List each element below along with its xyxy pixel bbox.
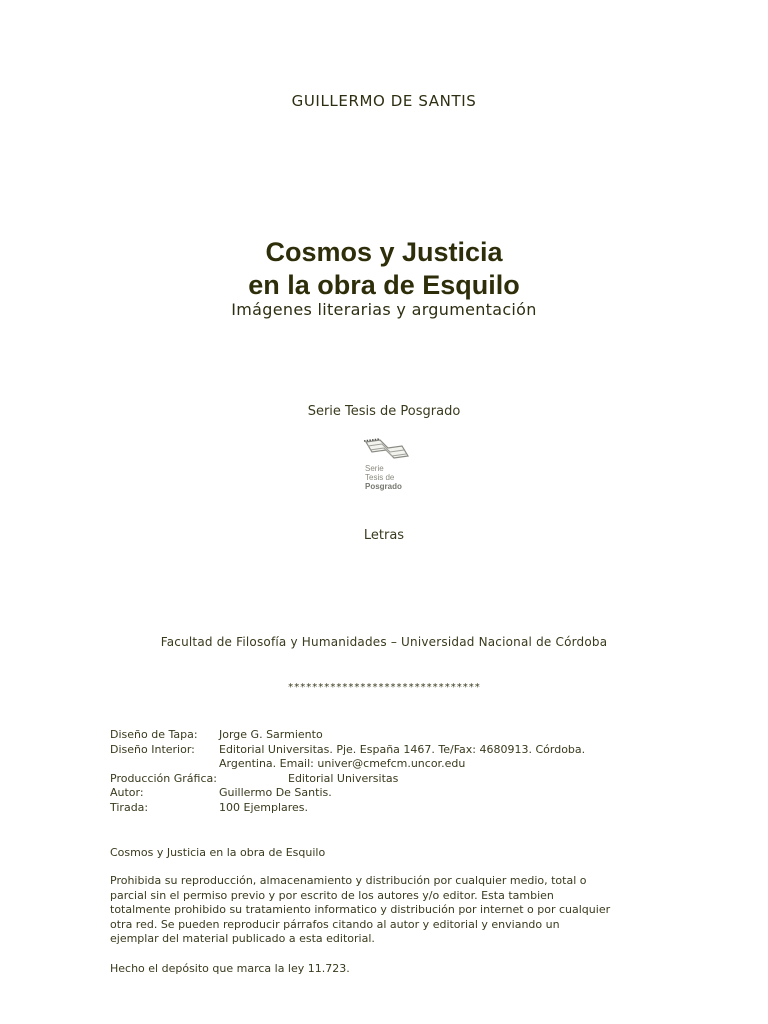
credit-label: Diseño de Tapa:	[110, 728, 198, 741]
credit-value: 100 Ejemplares.	[219, 800, 309, 814]
credit-row-print-run	[110, 801, 670, 816]
institution-name: Facultad de Filosofía y Humanidades – Universidad Nacional de Córdoba	[160, 635, 608, 649]
series-label: Serie Tesis de Posgrado	[307, 404, 461, 419]
credit-label: Producción Gráfica:	[110, 771, 217, 785]
credit-value: Editorial Universitas	[288, 771, 399, 785]
series-logo	[358, 436, 414, 498]
copyright-line: ejemplar del material publicado a esta editorial.	[110, 932, 375, 945]
title-line-1: Cosmos y Justicia	[265, 237, 503, 267]
logo-text-tesis: Tesis de	[365, 473, 395, 482]
legal-deposit: Hecho el depósito que marca la ley 11.723.	[110, 962, 350, 975]
credit-row-production	[110, 772, 670, 787]
credit-row-interior	[110, 743, 670, 758]
logo-text-posgrado: Posgrado	[365, 482, 402, 491]
credit-row-interior-cont	[110, 757, 670, 772]
credit-value: Guillermo De Santis.	[219, 786, 332, 799]
book-pages-icon	[358, 436, 414, 466]
credits-block	[110, 728, 670, 815]
credit-value: Jorge G. Sarmiento	[219, 728, 323, 741]
credit-row-cover	[110, 728, 670, 743]
book-title-plain: Cosmos y Justicia en la obra de Esquilo	[110, 846, 326, 859]
credit-label: Autor:	[110, 786, 144, 799]
logo-text-serie: Serie	[365, 464, 384, 473]
discipline-label: Letras	[363, 528, 405, 543]
credit-row-author	[110, 786, 670, 801]
copyright-line: totalmente prohibido su tratamiento informatico y distribución por internet o por cualquier	[110, 903, 611, 916]
credit-value: Editorial Universitas. Pje. España 1467. Te/Fax: 4680913. Córdoba.	[219, 742, 586, 756]
copyright-notice	[110, 874, 650, 947]
credit-label: Diseño Interior:	[110, 742, 195, 756]
credit-label: Tirada:	[110, 800, 149, 814]
title-line-2: en la obra de Esquilo	[248, 270, 520, 300]
copyright-line: Prohibida su reproducción, almacenamiento y distribución por cualquier medio, total o	[110, 874, 587, 887]
book-title	[0, 236, 768, 302]
separator-stars: ********************************	[287, 682, 481, 693]
copyright-line: parcial sin el permiso previo y por escrito de los autores y/o editor. Esta tambien	[110, 888, 554, 902]
credit-value: Argentina. Email: univer@cmefcm.uncor.edu	[219, 757, 466, 770]
copyright-line: otra red. Se pueden reproducir párrafos citando al autor y editorial y enviando un	[110, 917, 560, 931]
book-subtitle: Imágenes literarias y argumentación	[231, 300, 537, 319]
author-name: GUILLERMO DE SANTIS	[291, 92, 477, 110]
